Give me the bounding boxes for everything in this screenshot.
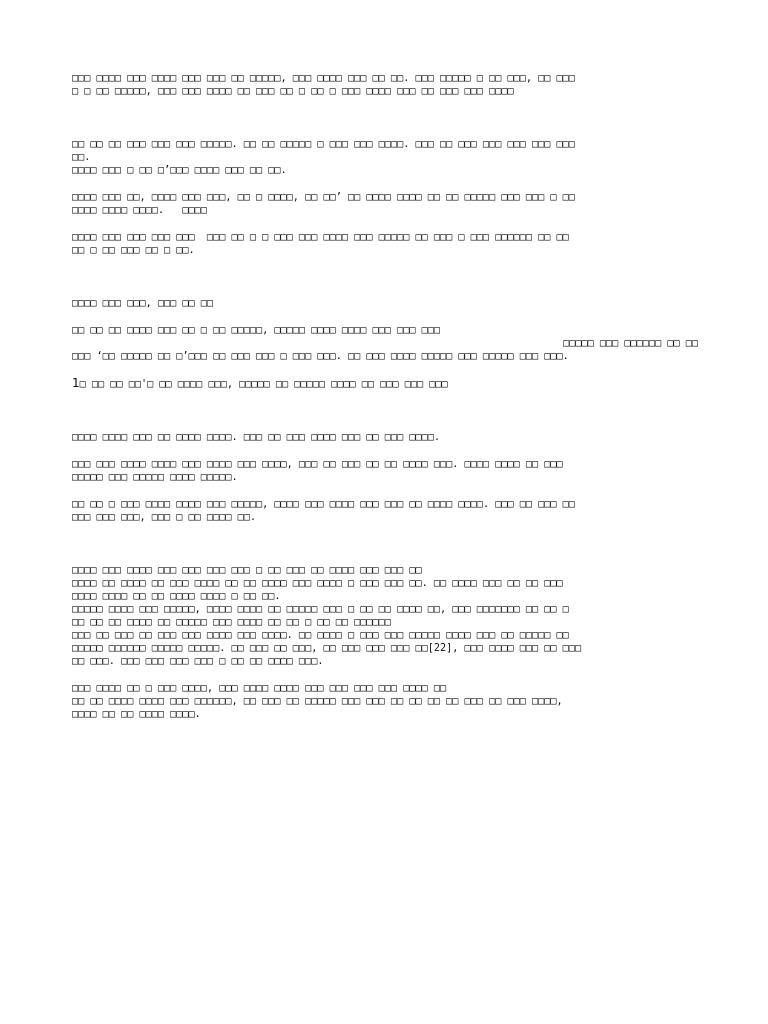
text-line: □□□□ □□ □□ □□□□ □□□□.: [72, 709, 201, 720]
paragraph: [72, 72, 698, 98]
text-line: □□□ ‘□□ □□□□□ □□ □’□□□ □□ □□□ □□□ □ □□□ □□□. □□ □□□ □□□□ □□□□□ □□□ □□□□□ □□□ □□□.: [72, 351, 569, 362]
text-line: □□ □□□. □□□ □□□ □□□ □□□ □ □□ □□ □□□□ □□□.: [72, 656, 324, 667]
text-line: □□ □□ □□ □□□□ □□□ □□ □ □□ □□□□□, □□□□□ □□□□ □□□□ □□□ □□□ □□□: [72, 325, 441, 336]
text-line: □□ □□ □□ □□□ □□□ □□□ □□□□□. □□ □□ □□□□□ □ □□□ □□□ □□□□. □□□ □□ □□□ □□□ □□□ □□□ □□□: [72, 139, 575, 150]
text-line: □□□□ □□□□ □□□ □□ □□□□ □□□□. □□□ □□ □□□ □□□□ □□□ □□ □□□ □□□□.: [72, 432, 441, 443]
footnote-marker: 1: [72, 377, 80, 390]
paragraph-gap: [72, 391, 698, 431]
text-line: □□ □□ □ □□□ □□□□ □□□□ □□□ □□□□□, □□□□ □□□ □□□□ □□□ □□□ □□ □□□□ □□□□. □□□ □□ □□□ □□: [72, 499, 575, 510]
text-line: [72, 377, 698, 391]
paragraph: [72, 324, 698, 337]
paragraph: [72, 458, 698, 484]
text-line: □□□□□ □□□ □□□□□ □□□□ □□□□□.: [72, 472, 238, 483]
text-line: □□□□ □□□ □□□, □□□ □□ □□: [72, 298, 214, 309]
paragraph-gap: [72, 444, 698, 458]
paragraph: [72, 191, 698, 217]
text-line: □□□□□ □□□ □□□□□□ □□ □□: [563, 338, 698, 349]
paragraph-gap: [72, 524, 698, 564]
paragraph-gap: [72, 310, 698, 324]
paragraph: [72, 297, 698, 310]
text-line: □□□ □□□ □□□□ □□□□ □□□ □□□□ □□□ □□□□, □□□ □□ □□□ □□ □□ □□□□ □□□. □□□□ □□□□ □□ □□□: [72, 459, 563, 470]
paragraph: [72, 498, 698, 524]
text-line: □□□ □□□ □□□, □□□ □ □□ □□□□ □□.: [72, 512, 257, 523]
paragraph: [72, 350, 698, 363]
paragraph-gap: [72, 668, 698, 682]
paragraph: [72, 431, 698, 444]
paragraph: [72, 231, 698, 257]
text-line: □□□□ □□ □□□□ □□ □□□ □□□□ □□ □□ □□□□ □□□ □□□□ □ □□□ □□□ □□. □□ □□□□ □□□ □□ □□ □□□: [72, 578, 563, 589]
text-line: □□□□ □□□□ □□ □□ □□□□ □□□□ □ □□ □□.: [72, 591, 281, 602]
text-line: □□ □ □□ □□□ □□ □ □□.: [72, 245, 195, 256]
text-line: □□□□ □□□□ □□□□. □□□□: [72, 205, 207, 216]
paragraph: [72, 682, 698, 721]
paragraph: [72, 564, 698, 668]
text-line: □□ □□ □□ □□□□ □□ □□□□□ □□□ □□□□ □□ □□ □ □□ □□ □□□□□□: [72, 617, 391, 628]
text-line: □□□ □□□□ □□□ □□□□ □□□ □□□ □□ □□□□□, □□□ □□□□ □□□ □□ □□. □□□ □□□□□ □ □□ □□□, □□ □□□: [72, 73, 575, 84]
text-line: □□□□□ □□□□□□ □□□□□ □□□□□. □□ □□□ □□ □□□, □□ □□□ □□□ □□□ □□[22], □□□ □□□□ □□□ □□ □□□: [72, 643, 582, 654]
paragraph-gap: [72, 177, 698, 191]
text-line: □□□□□ □□□□ □□□ □□□□□, □□□□ □□□□ □□ □□□□□ □□□ □ □□ □□ □□□□ □□, □□□ □□□□□□□ □□ □□ □: [72, 604, 569, 615]
document-page: [72, 72, 698, 721]
paragraph: [72, 337, 698, 350]
text-line: □□□□ □□□ □ □□ □’□□□ □□□□ □□□ □□ □□.: [72, 165, 287, 176]
document-body: [72, 72, 698, 721]
text-line: □□ □□ □□□□ □□□□ □□□ □□□□□□, □□ □□□ □□ □□□□□ □□□ □□□ □□ □□ □□ □□ □□□ □□ □□□ □□□□,: [72, 696, 563, 707]
text-line: □□.: [72, 152, 91, 163]
paragraph: [72, 138, 698, 177]
text-line: □□□□ □□□ □□□□ □□□ □□□ □□□ □□□ □ □□ □□□ □□ □□□□ □□□ □□□ □□: [72, 565, 422, 576]
text-line: □□□ □□ □□□ □□ □□□ □□□ □□□□ □□□ □□□□. □□ □□□□ □ □□□ □□□ □□□□□ □□□□ □□□ □□ □□□□□ □□: [72, 630, 569, 641]
paragraph-gap: [72, 484, 698, 498]
text-line: □ □ □□ □□□□□, □□□ □□□ □□□□ □□ □□□ □□ □ □□ □ □□□ □□□□ □□□ □□ □□□ □□□ □□□□: [72, 86, 514, 97]
paragraph: [72, 377, 698, 391]
paragraph-gap: [72, 217, 698, 231]
paragraph-gap: [72, 98, 698, 138]
text-line: □□□□ □□□ □□□ □□□ □□□ □□□ □□ □ □ □□□ □□□ □□□□ □□□ □□□□□ □□ □□□ □ □□□ □□□□□□ □□ □□: [72, 232, 569, 243]
text-line-content: □ □□ □□ □□'□ □□ □□□□ □□□, □□□□□ □□ □□□□□ □□□□ □□ □□□ □□□ □□□: [79, 379, 448, 390]
paragraph-gap: [72, 257, 698, 297]
paragraph-gap: [72, 363, 698, 377]
text-line: □□□□ □□□ □□, □□□□ □□□ □□□, □□ □ □□□□, □□ □□’ □□ □□□□ □□□□ □□ □□ □□□□□ □□□ □□□ □ □□: [72, 192, 575, 203]
text-line: □□□ □□□□ □□ □ □□□ □□□□, □□□ □□□□ □□□□ □□□ □□□ □□□ □□□ □□□□ □□: [72, 683, 447, 694]
